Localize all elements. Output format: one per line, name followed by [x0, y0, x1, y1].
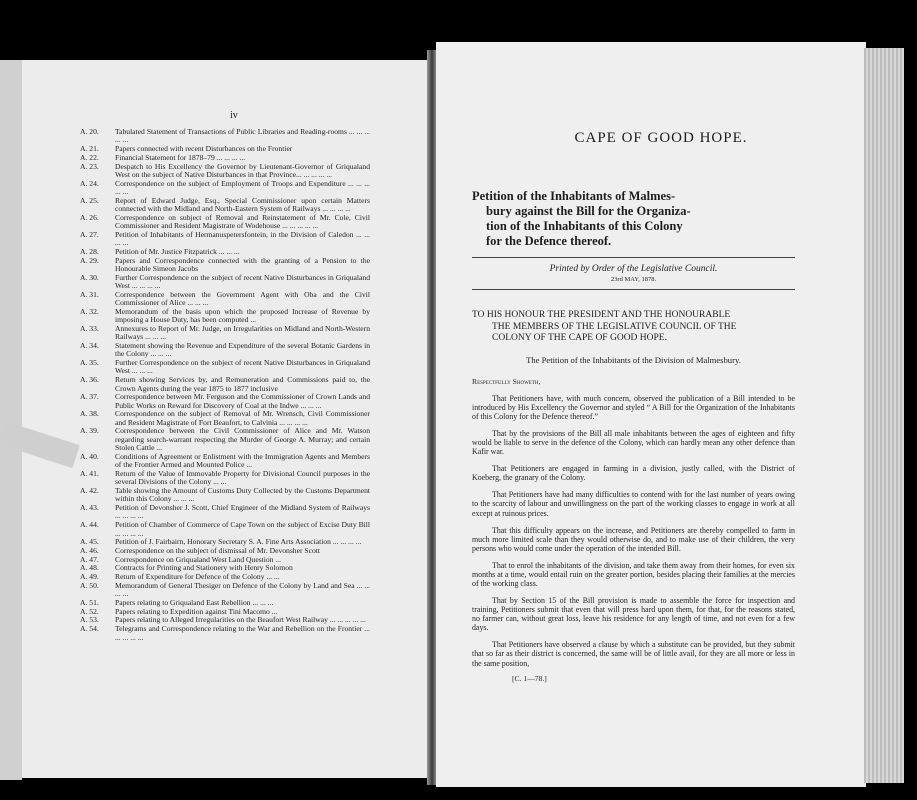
entry-code: A. 33.: [80, 323, 99, 333]
address-line: TO HIS HONOUR THE PRESIDENT AND THE HONOURABLE: [472, 310, 731, 320]
entry-code: A. 39.: [80, 426, 99, 436]
entry-description: Return of the Value of Immovable Property for Divisional Council purposes in the several Divisions of the Colony ... ...: [115, 468, 370, 487]
right-page-edges: [864, 48, 904, 783]
entry-code: A. 51.: [80, 598, 99, 608]
entry-code: A. 47.: [80, 554, 99, 564]
entry-code: A. 46.: [80, 546, 99, 555]
entry-code: A. 38.: [80, 409, 99, 419]
entry-description: Petition of Chamber of Commerce of Cape Town on the subject of Excise Duty Bill ... ... ... ...: [115, 520, 370, 538]
entry-description: Financial Statement for 1878–79 ... ... ... ...: [115, 152, 246, 162]
index-entry: [80, 308, 370, 325]
entry-description: Correspondence on the subject of Employment of Troops and Expenditure ... ... ... ... ...: [115, 178, 370, 196]
petition-title-line: tion of the Inhabitants of this Colony: [486, 219, 683, 233]
entry-description: Table showing the Amount of Customs Duty Collected by the Customs Department within this Colony ... ... ...: [115, 486, 370, 504]
entry-description: Tabulated Statement of Transactions of Public Libraries and Reading-rooms ... ... ... ... ...: [115, 127, 370, 145]
entry-description: Petition of Inhabitants of Hermanuspetersfontein, in the Division of Caledon ... ... ... ...: [115, 229, 370, 248]
index-entry: [80, 359, 370, 376]
address-line: COLONY OF THE CAPE OF GOOD HOPE.: [492, 333, 667, 344]
entry-description: Correspondence on subject of Removal and Reinstatement of Mr. Cole, Civil Commissioner and Resident Magistrate of Wodehouse ... ... ... ... ...: [115, 212, 370, 231]
entry-code: A. 49.: [80, 572, 99, 582]
papers-index: [80, 128, 370, 642]
entry-code: A. 35.: [80, 358, 99, 368]
index-entry: [80, 257, 370, 274]
entry-description: Return of Expenditure for Defence of the Colony ... ...: [115, 572, 280, 582]
salutation: Respectfully Showeth,: [472, 376, 541, 386]
entry-code: A. 34.: [80, 341, 99, 351]
entry-code: A. 31.: [80, 289, 99, 299]
print-date: 23rd MAY, 1878.: [610, 276, 657, 283]
entry-code: A. 25.: [80, 195, 99, 205]
index-entry: [80, 410, 370, 427]
entry-description: Papers and Correspondence connected with the granting of a Pension to the Honourable Simeon Jacobs: [115, 255, 370, 274]
entry-description: Papers connected with recent Disturbances on the Frontier: [115, 144, 293, 154]
index-entry: [80, 214, 370, 231]
entry-description: Conditions of Agreement or Enlistment with the Immigration Agents and Members of the Frontier Armed and Mounted Police ...: [115, 451, 370, 470]
petition-title-line: bury against the Bill for the Organiza-: [486, 204, 691, 218]
entry-code: A. 41.: [80, 468, 99, 478]
index-entry: [80, 427, 370, 452]
page-title: CAPE OF GOOD HOPE.: [574, 130, 748, 146]
index-entry: [80, 521, 370, 538]
entry-code: A. 48.: [80, 563, 99, 573]
entry-code: A. 26.: [80, 212, 99, 222]
index-entry: [80, 376, 370, 393]
entry-description: Papers relating to Alleged Irregularities on the Beaufort West Railway ... ... ... ... ...: [115, 615, 366, 625]
petition-paragraph: That Petitioners are engaged in farming in a division, justly called, with the District of Koeberg, the granary of the Colony.: [472, 464, 795, 483]
address-line: THE MEMBERS OF THE LEGISLATIVE COUNCIL OF THE: [492, 321, 737, 332]
entry-description: Correspondence on Griqualand West Land Question ...: [115, 554, 282, 564]
entry-code: A. 24.: [80, 178, 99, 188]
entry-description: Correspondence between the Civil Commissioner of Alice and Mr. Watson regarding search-warrant respecting the Murder of George A. Murray; and certain Stolen Cattle ...: [115, 426, 370, 453]
petition-body: [472, 394, 795, 668]
entry-code: A. 44.: [80, 520, 99, 530]
index-entry: [80, 342, 370, 359]
entry-description: Telegrams and Correspondence relating to the War and Rebellion on the Frontier ... ... ... ... ...: [115, 624, 370, 642]
entry-code: A. 23.: [80, 161, 99, 171]
entry-description: Report of Edward Judge, Esq., Special Commissioner upon certain Matters connected with the Midland and North-Eastern System of Railways ... ... ... ...: [115, 195, 370, 214]
index-entry: [80, 504, 370, 521]
index-entry: [80, 291, 370, 308]
entry-code: A. 28.: [80, 246, 99, 256]
entry-description: Memorandum of General Thesiger on Defence of the Colony by Land and Sea ... ... ... ...: [115, 580, 370, 599]
entry-code: A. 43.: [80, 503, 99, 513]
entry-description: Correspondence between the Government Agent with Oba and the Civil Commissioner of Alice ... ... ...: [115, 289, 370, 308]
petition-paragraph: That this difficulty appears on the increase, and Petitioners are thereby compelled to farm in much more limited scale than they would otherwise do, and to make use of their children, the very persons who would come under the operation of the intended Bill.: [472, 525, 795, 553]
index-entry: [80, 163, 370, 180]
entry-code: A. 40.: [80, 451, 99, 461]
entry-code: A. 36.: [80, 375, 99, 385]
divider: [472, 257, 795, 258]
entry-code: A. 29.: [80, 255, 99, 265]
petition-title-line: Petition of the Inhabitants of Malmes-: [472, 189, 676, 203]
index-entry: [80, 325, 370, 342]
divider: [472, 289, 795, 290]
petition-title: [472, 189, 795, 249]
petition-paragraph: That by the provisions of the Bill all male inhabitants between the ages of eighteen and fifty would be liable to serve in the defence of the Colony, which can hardly mean any other defence than Kafir war.: [472, 428, 795, 457]
entry-code: A. 27.: [80, 229, 99, 239]
index-entry: [80, 231, 370, 248]
entry-code: A. 50.: [80, 580, 99, 590]
entry-description: Correspondence on the subject of dismissal of Mr. Devonsher Scott: [115, 546, 320, 555]
entry-description: Further Correspondence on the subject of recent Native Disturbances in Griqualand West ... ... ...: [115, 358, 370, 376]
index-entry: [80, 197, 370, 214]
entry-description: Petition of J. Fairbairn, Honorary Secretary S. A. Fine Arts Association ... ... ... ...: [115, 537, 362, 547]
entry-code: A. 45.: [80, 537, 99, 547]
petition-subtitle: The Petition of the Inhabitants of the Division of Malmesbury.: [526, 354, 741, 365]
address-block: [472, 310, 795, 345]
entry-code: A. 53.: [80, 615, 99, 625]
entry-code: A. 32.: [80, 306, 99, 316]
index-entry: [80, 487, 370, 504]
entry-description: Papers relating to Griqualand East Rebellion ... ... ...: [115, 598, 274, 608]
entry-description: Petition of Devonsher J. Scott, Chief Engineer of the Midland System of Railways ... ... ... ...: [115, 503, 370, 521]
entry-code: A. 42.: [80, 486, 99, 496]
petition-paragraph: That Petitioners have had many difficulties to contend with for the last number of years owing to the scarcity of labour and unwillingness on the part of the working classes to engage in work at all except at ruinous prices.: [472, 490, 795, 518]
entry-code: A. 30.: [80, 272, 99, 282]
entry-description: Memorandum of the basis upon which the proposed Increase of Revenue by imposing a House Duty, has been computed ...: [115, 306, 370, 325]
page-number: iv: [230, 110, 238, 121]
entry-code: A. 54.: [80, 624, 99, 634]
index-entry: [80, 128, 370, 145]
index-entry: [80, 470, 370, 487]
entry-description: Contracts for Printing and Stationery with Henry Solomon: [115, 563, 293, 573]
index-entry: [80, 582, 370, 599]
index-entry: [80, 274, 370, 291]
petition-title-line: for the Defence thereof.: [486, 234, 612, 248]
catalogue-number: [C. 1—78.]: [512, 673, 547, 683]
entry-description: Statement showing the Revenue and Expenditure of the several Botanic Gardens in the Colony ... ... ...: [115, 341, 370, 359]
entry-description: Correspondence on the subject of Removal of Mr. Wrensch, Civil Commissioner and Resident Magistrate of Fort Beaufort, to Calvinia ... ... ... ...: [115, 409, 370, 427]
entry-description: Return showing Services by, and Remuneration and Commissions paid to, the Crown Agents during the year 1875 to 1877 inclusive: [115, 375, 370, 393]
entry-code: A. 52.: [80, 606, 99, 616]
index-entry: [80, 180, 370, 197]
entry-description: Further Correspondence on the subject of recent Native Disturbances in Griqualand West ... ... ... ...: [115, 272, 370, 291]
entry-code: A. 20.: [80, 127, 99, 136]
entry-description: Despatch to His Excellency the Governor by Lieutenant-Governor of Griqualand West on the subject of Native Disturbances in that Province... ... ... ... ...: [115, 161, 370, 179]
index-entry: [80, 625, 370, 642]
printed-by-line: Printed by Order of the Legislative Council.: [549, 264, 718, 274]
entry-code: A. 37.: [80, 392, 99, 402]
petition-content: [472, 130, 795, 683]
index-entry: [80, 393, 370, 410]
entry-description: Correspondence between Mr. Ferguson and the Commissioner of Crown Lands and Public Works on Reward for Discovery of Coal at the Indwe ... ... ...: [115, 392, 370, 410]
entry-description: Annexures to Report of Mr. Judge, on Irregularities on Midland and North-Western Railways ... ... ...: [115, 323, 370, 342]
petition-paragraph: That Petitioners have observed a clause by which a substitute can be provided, but they submit that so far as their district is concerned, the same will be of little avail, for they are all more or less in the same position,: [472, 640, 795, 668]
entry-code: A. 22.: [80, 152, 99, 162]
petition-paragraph: That Petitioners have, with much concern, observed the publication of a Bill intended to be introduced by His Excellency the Governor and styled “ A Bill for the Organization of the Inhabitants of this Colony for the Defence thereof.”: [472, 393, 795, 421]
index-entry: [80, 154, 370, 162]
index-entry: [80, 453, 370, 470]
entry-description: Papers relating to Expedition against Tini Macomo ...: [115, 606, 278, 616]
petition-paragraph: That to enrol the inhabitants of the division, and take them away from their homes, for even six months at a time, would entail ruin on the greater portion, besides placing their families at the mercies of the working class.: [472, 560, 795, 588]
petition-paragraph: That by Section 15 of the Bill provision is made to assemble the force for inspection and training, Petitioners submit that even that will press hard upon them, for that, for the reasons stated, no farmer can, without great loss, leave his residence for any length of time, and not even for a few days.: [472, 596, 795, 633]
entry-code: A. 21.: [80, 144, 99, 154]
entry-description: Petition of Mr. Justice Fitzpatrick ... ... ...: [115, 246, 240, 256]
